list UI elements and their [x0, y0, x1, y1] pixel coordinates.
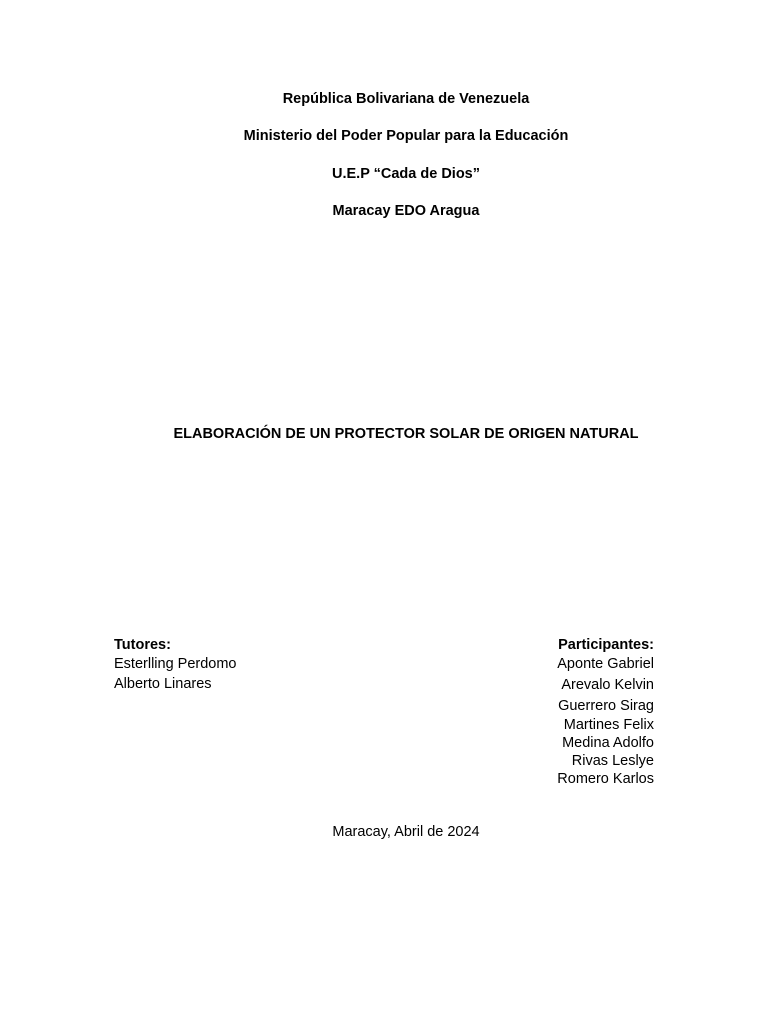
participant-name: Rivas Leslye — [571, 753, 654, 769]
participant-name: Medina Adolfo — [562, 735, 654, 751]
participant-name: Guerrero Sirag — [558, 698, 654, 714]
tutors-heading: Tutores: — [114, 637, 171, 653]
participant-name: Martines Felix — [563, 717, 654, 733]
tutors-block — [114, 635, 237, 694]
participants-block — [394, 635, 654, 788]
participant-name: Arevalo Kelvin — [561, 677, 654, 693]
header-ministry: Ministerio del Poder Popular para la Educación — [243, 128, 569, 144]
participant-name: Aponte Gabriel — [557, 656, 654, 672]
document-title: ELABORACIÓN DE UN PROTECTOR SOLAR DE ORIGEN NATURAL — [173, 426, 639, 442]
tutor-name: Esterlling Perdomo — [114, 656, 237, 672]
place-and-date: Maracay, Abril de 2024 — [332, 824, 480, 840]
participant-name: Romero Karlos — [557, 771, 654, 787]
tutor-name: Alberto Linares — [114, 676, 212, 692]
header-school: U.E.P “Cada de Dios” — [332, 166, 480, 182]
participants-heading: Participantes: — [558, 637, 654, 653]
header-country: República Bolivariana de Venezuela — [282, 91, 530, 107]
header-city: Maracay EDO Aragua — [332, 203, 480, 219]
